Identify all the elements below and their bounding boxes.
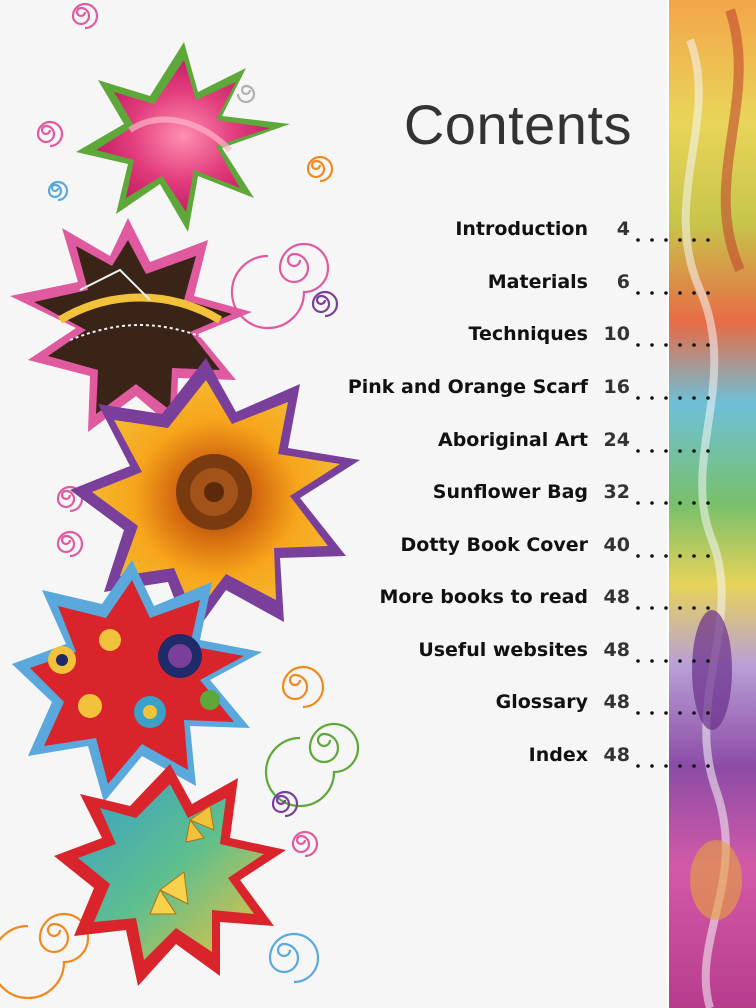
- toc-page-number: 4: [616, 218, 630, 240]
- toc-label: Sunflower Bag: [432, 481, 588, 503]
- toc-label: Useful websites: [418, 639, 588, 661]
- toc-page-number: 10: [603, 323, 630, 345]
- toc-label: Pink and Orange Scarf: [347, 376, 588, 398]
- toc-page-number: 16: [603, 376, 630, 398]
- toc-page-number: 48: [603, 691, 630, 713]
- toc-page-number: 6: [616, 271, 630, 293]
- toc-label: Glossary: [495, 691, 588, 713]
- toc-label: More books to read: [379, 586, 588, 608]
- toc-page-number: 24: [603, 429, 630, 451]
- toc-page-number: 32: [603, 481, 630, 503]
- toc-label: Aboriginal Art: [438, 429, 588, 451]
- toc-label: Techniques: [468, 323, 588, 345]
- page-title: Contents: [403, 93, 632, 156]
- toc-label: Materials: [487, 271, 588, 293]
- toc-page-number: 40: [603, 534, 630, 556]
- toc-label: Introduction: [455, 218, 588, 240]
- toc-label: Index: [528, 744, 588, 766]
- toc-page-number: 48: [603, 744, 630, 766]
- toc-page-number: 48: [603, 586, 630, 608]
- toc-label: Dotty Book Cover: [400, 534, 588, 556]
- toc-page-number: 48: [603, 639, 630, 661]
